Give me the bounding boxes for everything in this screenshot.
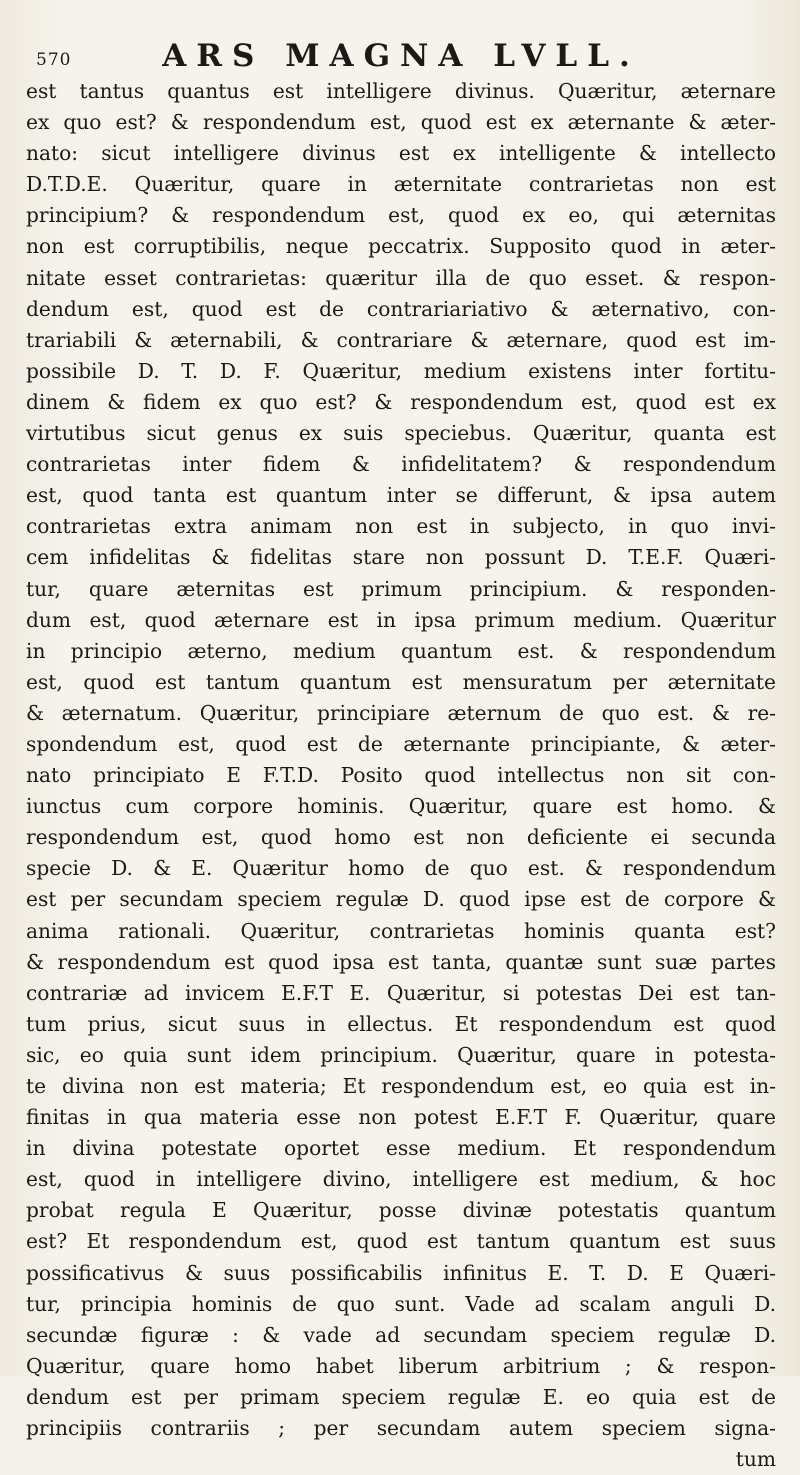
text-line: & respondendum est quod ipsa est tanta, quantæ sunt suæ partes bbox=[26, 949, 776, 974]
text-line: est? Et respondendum est, quod est tantum quantum est suus bbox=[26, 1229, 776, 1254]
text-line: iunctus cum corpore hominis. Quæritur, quare est homo. & bbox=[26, 794, 776, 819]
text-line: finitas in qua materia esse non potest E.F.T F. Quæritur, quare bbox=[26, 1105, 776, 1130]
text-line: non est corruptibilis, neque peccatrix. Supposito quod in æter- bbox=[26, 234, 776, 259]
text-line: dendum est per primam speciem regulæ E. eo quia est de bbox=[26, 1384, 776, 1409]
running-title: ARS MAGNA LVLL. bbox=[162, 38, 640, 74]
text-line: possificativus & suus possificabilis infinitus E. T. D. E Quæri- bbox=[26, 1260, 776, 1285]
text-line: contrarietas inter fidem & infidelitatem? & respondendum bbox=[26, 452, 776, 477]
text-line: ex quo est? & respondendum est, quod est ex æternante & æter- bbox=[26, 110, 776, 135]
text-line: & æternatum. Quæritur, principiare æternum de quo est. & re- bbox=[26, 700, 776, 725]
text-line: tum prius, sicut suus in ellectus. Et respondendum est quod bbox=[26, 1011, 776, 1036]
text-line: Quæritur, quare homo habet liberum arbitrium ; & respon- bbox=[26, 1353, 776, 1378]
text-line: nitate esset contrarietas: quæritur illa de quo esset. & respon- bbox=[26, 265, 776, 290]
page-number: 570 bbox=[36, 50, 72, 70]
text-line: te divina non est materia; Et respondendum est, eo quia est in- bbox=[26, 1074, 776, 1098]
text-line: sic, eo quia sunt idem principium. Quæritur, quare in potesta- bbox=[26, 1042, 776, 1067]
text-line: est, quod tanta est quantum inter se differunt, & ipsa autem bbox=[26, 483, 776, 508]
text-line: probat regula E Quæritur, posse divinæ potestatis quantum bbox=[26, 1198, 776, 1223]
body-text bbox=[26, 76, 776, 1475]
text-line: dum est, quod æternare est in ipsa primum medium. Quæritur bbox=[26, 607, 776, 632]
page-header bbox=[26, 30, 776, 74]
text-line: principium? & respondendum est, quod ex eo, qui æternitas bbox=[26, 203, 776, 228]
text-line: respondendum est, quod homo est non deficiente ei secunda bbox=[26, 825, 776, 850]
text-line: tum bbox=[735, 1447, 776, 1472]
text-line: D.T.D.E. Quæritur, quare in æternitate contrarietas non est bbox=[26, 172, 776, 197]
text-line: virtutibus sicut genus ex suis speciebus. Quæritur, quanta est bbox=[26, 421, 776, 446]
text-line: nato: sicut intelligere divinus est ex intelligente & intellecto bbox=[26, 141, 776, 166]
text-line: principiis contrariis ; per secundam autem speciem signa- bbox=[26, 1416, 776, 1441]
text-line: spondendum est, quod est de æternante principiante, & æter- bbox=[26, 731, 776, 756]
text-line: est per secundam speciem regulæ D. quod ipse est de corpore & bbox=[26, 887, 776, 912]
text-line: trariabili & æternabili, & contrariare & æternare, quod est im- bbox=[26, 327, 776, 352]
text-line: cem infidelitas & fidelitas stare non possunt D. T.E.F. Quæri- bbox=[26, 545, 776, 570]
text-line: in divina potestate oportet esse medium. Et respondendum bbox=[26, 1136, 776, 1161]
text-line: dinem & fidem ex quo est? & respondendum est, quod est ex bbox=[26, 389, 776, 414]
text-line: possibile D. T. D. F. Quæritur, medium existens inter fortitu- bbox=[26, 358, 776, 383]
text-line: in principio æterno, medium quantum est. & respondendum bbox=[26, 638, 776, 663]
text-line: contrariæ ad invicem E.F.T E. Quæritur, si potestas Dei est tan- bbox=[26, 980, 776, 1005]
text-line: dendum est, quod est de contrariariativo & æternativo, con- bbox=[26, 296, 776, 321]
text-line: secundæ figuræ : & vade ad secundam speciem regulæ D. bbox=[26, 1322, 776, 1347]
text-line: est, quod est tantum quantum est mensuratum per æternitate bbox=[26, 669, 776, 694]
text-line: anima rationali. Quæritur, contrarietas hominis quanta est? bbox=[26, 918, 776, 943]
text-line: nato principiato E F.T.D. Posito quod intellectus non sit con- bbox=[26, 763, 776, 788]
text-line: tur, quare æternitas est primum principium. & responden- bbox=[26, 576, 776, 601]
text-line: contrarietas extra animam non est in subjecto, in quo invi- bbox=[26, 514, 776, 539]
text-line: est, quod in intelligere divino, intelligere est medium, & hoc bbox=[26, 1167, 776, 1192]
text-line: est tantus quantus est intelligere divinus. Quæritur, æternare bbox=[26, 79, 776, 103]
text-line: tur, principia hominis de quo sunt. Vade ad scalam anguli D. bbox=[26, 1291, 776, 1316]
text-line: specie D. & E. Quæritur homo de quo est. & respondendum bbox=[26, 856, 776, 881]
